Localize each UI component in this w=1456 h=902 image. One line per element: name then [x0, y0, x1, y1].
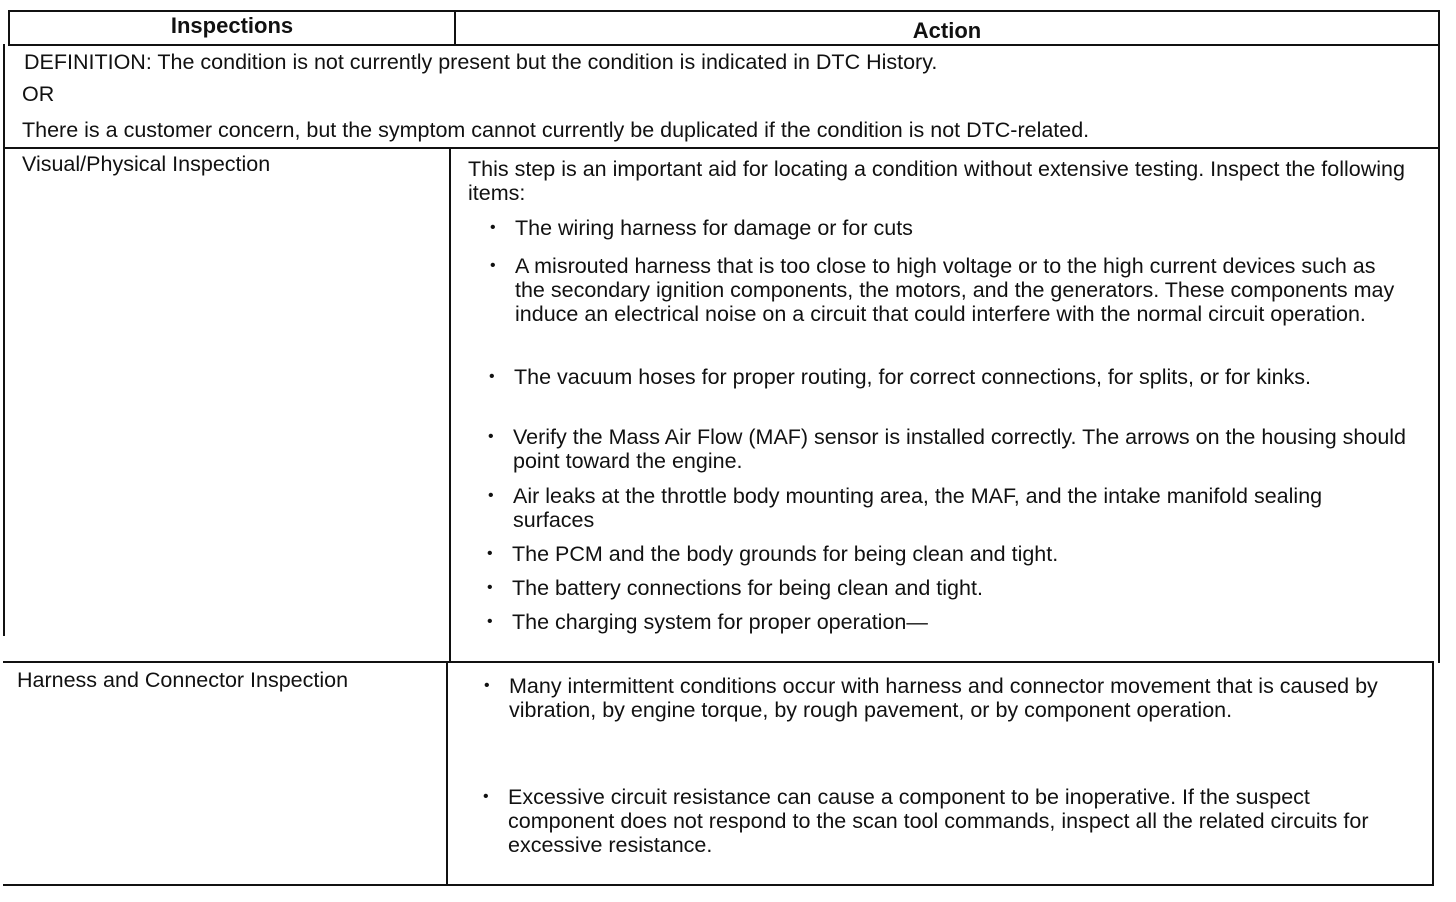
column-divider-row2: [446, 661, 448, 886]
bullet-icon: •: [487, 579, 493, 596]
bullet-icon: •: [487, 545, 493, 562]
bullet-icon: •: [488, 428, 494, 445]
visual-inspection-intro: This step is an important aid for locating a condition without extensive testing. Inspect the following items:: [468, 157, 1405, 205]
definition-or: OR: [22, 82, 55, 106]
bullet-icon: •: [484, 677, 490, 694]
row1-bottom-border: [3, 661, 1434, 663]
table-top-border: [8, 10, 1440, 12]
definition-text: DEFINITION: The condition is not currently present but the condition is indicated in DTC History.: [24, 50, 938, 74]
bullet-icon: •: [483, 788, 489, 805]
header-bottom-border: [8, 44, 1440, 46]
definition-bottom-border: [3, 147, 1440, 149]
bullet-icon: •: [488, 487, 494, 504]
row-label-harness-inspection: Harness and Connector Inspection: [17, 668, 349, 692]
table-bottom-border: [3, 884, 1434, 886]
table-right-border-row2: [1432, 661, 1434, 886]
table-right-border: [1438, 10, 1440, 663]
column-divider-row1: [449, 147, 451, 663]
bullet-icon: •: [490, 257, 496, 274]
definition-customer-concern: There is a customer concern, but the symptom cannot currently be duplicated if the condition is not DTC-related.: [22, 118, 1090, 142]
bullet-icon: •: [490, 219, 496, 236]
header-inspections: Inspections: [170, 13, 294, 38]
bullet-icon: •: [487, 613, 493, 630]
header-action: Action: [912, 18, 982, 43]
row-label-visual-inspection: Visual/Physical Inspection: [22, 152, 271, 176]
table-left-border: [3, 44, 5, 636]
bullet-icon: •: [489, 368, 495, 385]
diagnostic-table: Inspections Action DEFINITION: The condition is not currently present but the condition is indicated in DTC History. OR There is a customer concern, but the symptom cannot currently be duplicated if the condition is not DTC-related. Visual/Physical Inspection This step is an important aid for locating a condition without extensive testing. Inspect the following items: • The wiring harness for damage or for cuts • A misrouted harness that is too close to high voltage or to the high current devices such as the secondary ignition components, the motors, and the generators. These components may induce an electrical noise on a circuit that could interfere with the normal circuit operation. • The vacuum hoses for proper routing, for correct connections, for splits, or for kinks. • Verify the Mass Air Flow (MAF) sensor is installed correctly. The arrows on the housing should point toward the engine. • Air leaks at the throttle body mounting area, the MAF, and the intake manifold sealing surfaces • The PCM and the body grounds for being clean and tight. • The battery connections for being clean and tight. • The charging system for proper operation— Harness and Connector Inspection • Many intermittent conditions occur with harness and connector movement that is caused by vibration, by engine torque, by rough pavement, or by component operation. • Excessive circuit resistance can cause a component to be inoperative. If the suspect component does not respond to the scan tool commands, inspect all the related circuits for excessive resistance.: [0, 0, 1456, 902]
